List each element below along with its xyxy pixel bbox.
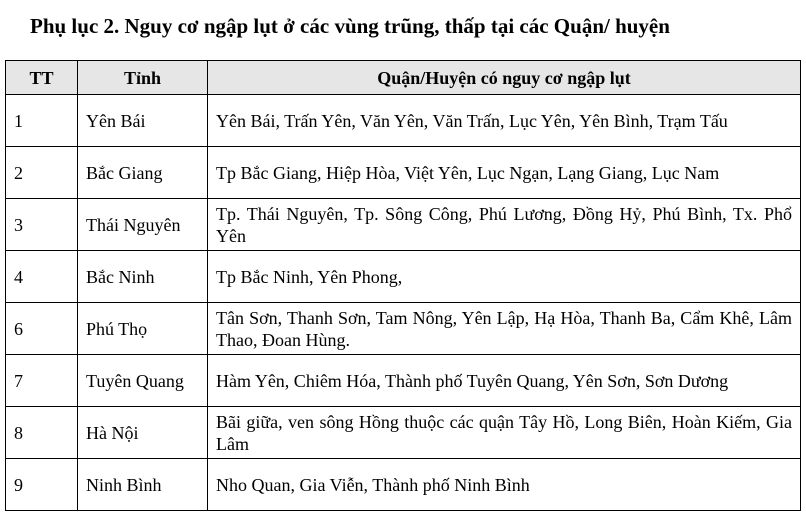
row-number: 3: [6, 199, 78, 251]
header-districts: Quận/Huyện có nguy cơ ngập lụt: [208, 61, 801, 95]
row-number: 8: [6, 407, 78, 459]
row-number: 2: [6, 147, 78, 199]
row-number: 4: [6, 251, 78, 303]
table-row: [6, 355, 801, 407]
table-row: [6, 407, 801, 459]
province-cell: Bắc Ninh: [78, 251, 208, 303]
province-cell: Hà Nội: [78, 407, 208, 459]
header-province: Tỉnh: [78, 61, 208, 95]
table-row: [6, 459, 801, 511]
row-number: 1: [6, 95, 78, 147]
table-row: [6, 251, 801, 303]
row-number: 7: [6, 355, 78, 407]
header-row: [6, 61, 801, 95]
row-number: 9: [6, 459, 78, 511]
header-tt: TT: [6, 61, 78, 95]
districts-cell: Tân Sơn, Thanh Sơn, Tam Nông, Yên Lập, Hạ Hòa, Thanh Ba, Cẩm Khê, Lâm Thao, Đoan Hùng.: [208, 303, 801, 355]
province-cell: Ninh Bình: [78, 459, 208, 511]
districts-cell: Tp. Thái Nguyên, Tp. Sông Công, Phú Lương, Đồng Hỷ, Phú Bình, Tx. Phổ Yên: [208, 199, 801, 251]
province-cell: Thái Nguyên: [78, 199, 208, 251]
province-cell: Bắc Giang: [78, 147, 208, 199]
districts-cell: Hàm Yên, Chiêm Hóa, Thành phố Tuyên Quang, Yên Sơn, Sơn Dương: [208, 355, 801, 407]
table-header: [6, 61, 801, 95]
flood-risk-table: [5, 60, 801, 511]
table-row: [6, 147, 801, 199]
document-title: Phụ lục 2. Nguy cơ ngập lụt ở các vùng trũng, thấp tại các Quận/ huyện: [30, 14, 670, 38]
districts-cell: Tp Bắc Giang, Hiệp Hòa, Việt Yên, Lục Ngạn, Lạng Giang, Lục Nam: [208, 147, 801, 199]
districts-cell: Tp Bắc Ninh, Yên Phong,: [208, 251, 801, 303]
districts-cell: Bãi giữa, ven sông Hồng thuộc các quận Tây Hồ, Long Biên, Hoàn Kiếm, Gia Lâm: [208, 407, 801, 459]
table-row: [6, 95, 801, 147]
province-cell: Yên Bái: [78, 95, 208, 147]
province-cell: Phú Thọ: [78, 303, 208, 355]
table-body: [6, 95, 801, 511]
row-number: 6: [6, 303, 78, 355]
table-row: [6, 303, 801, 355]
districts-cell: Nho Quan, Gia Viễn, Thành phố Ninh Bình: [208, 459, 801, 511]
districts-cell: Yên Bái, Trấn Yên, Văn Yên, Văn Trấn, Lục Yên, Yên Bình, Trạm Tấu: [208, 95, 801, 147]
table-row: [6, 199, 801, 251]
province-cell: Tuyên Quang: [78, 355, 208, 407]
